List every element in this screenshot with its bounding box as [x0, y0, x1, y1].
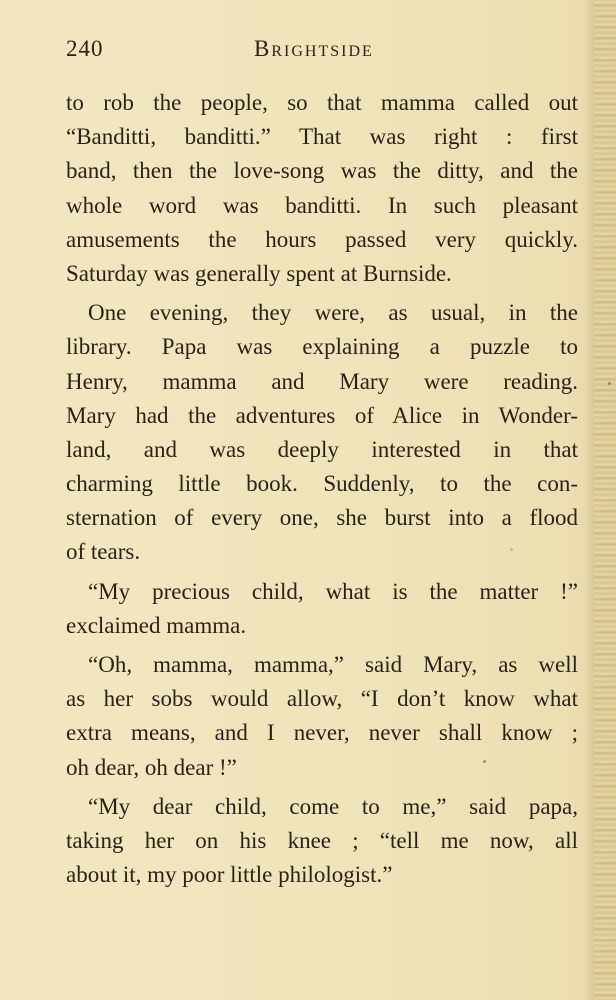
- text-line: Mary had the adventures of Alice in Wonder-: [66, 402, 578, 428]
- page-edge-shadow: [584, 0, 594, 1000]
- text-line: “Banditti, banditti.” That was right : first: [66, 124, 578, 150]
- text-line: “Oh, mamma, mamma,” said Mary, as well: [88, 652, 578, 677]
- text-line: taking her on his knee ; “tell me now, all: [66, 827, 578, 853]
- text-line: about it, my poor little philologist.”: [66, 862, 393, 888]
- text-line: as her sobs would allow, “I don’t know what: [66, 686, 578, 712]
- text-line: sternation of every one, she burst into a flood: [66, 505, 578, 531]
- paper-speck: [510, 548, 513, 551]
- text-line: extra means, and I never, never shall know ;: [66, 720, 578, 746]
- running-title: Brightside: [254, 36, 374, 61]
- text-line: Saturday was generally spent at Burnside.: [66, 260, 452, 286]
- text-line: land, and was deeply interested in that: [66, 436, 578, 462]
- text-line: oh dear, oh dear !”: [66, 754, 237, 780]
- paper-speck: [608, 382, 611, 385]
- text-line: band, then the love-song was the ditty, and the: [66, 158, 578, 184]
- text-line: Henry, mamma and Mary were reading.: [66, 368, 578, 394]
- text-line: library. Papa was explaining a puzzle to: [66, 334, 578, 360]
- text-line: “My precious child, what is the matter !”: [88, 578, 578, 604]
- body-text: [66, 86, 578, 892]
- text-line: of tears.: [66, 539, 141, 565]
- text-line: exclaimed mamma.: [66, 612, 247, 638]
- text-line: One evening, they were, as usual, in the: [88, 300, 578, 326]
- text-line: whole word was banditti. In such pleasant: [66, 192, 578, 218]
- text-line: “My dear child, come to me,” said papa,: [88, 793, 578, 819]
- text-line: to rob the people, so that mamma called out: [66, 90, 578, 115]
- paper-speck: [483, 760, 486, 763]
- text-line: amusements the hours passed very quickly.: [66, 226, 578, 252]
- page-edge: [594, 0, 616, 1000]
- text-line: charming little book. Suddenly, to the con-: [66, 471, 578, 497]
- page-number: 240: [66, 36, 104, 61]
- running-head: [66, 30, 578, 70]
